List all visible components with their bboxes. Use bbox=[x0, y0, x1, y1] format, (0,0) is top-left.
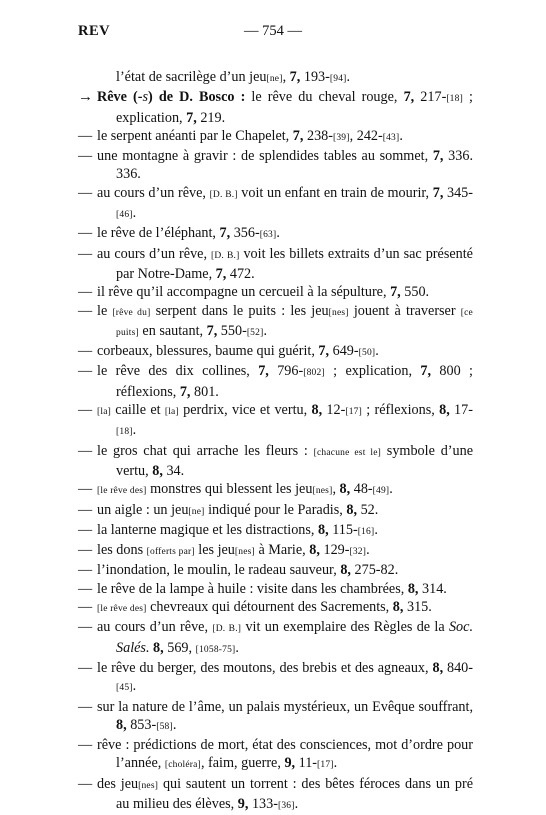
volume-ref: Rêve bbox=[97, 89, 134, 106]
dash-marker: — bbox=[78, 737, 93, 754]
entry-text: , faim, guerre, bbox=[200, 755, 285, 772]
entry-text: 133- bbox=[248, 795, 278, 812]
entry-text: le serpent anéanti par le Chapelet, bbox=[97, 127, 293, 144]
entry-text: . bbox=[346, 69, 351, 85]
volume-ref: 7, bbox=[390, 284, 401, 301]
entry-text: 129- bbox=[319, 542, 350, 559]
entry-text: 275-82. bbox=[350, 562, 399, 579]
index-entry bbox=[78, 736, 473, 775]
running-head-left: REV bbox=[78, 23, 111, 39]
entry-text: 336. 336. bbox=[116, 148, 473, 183]
index-entry bbox=[78, 618, 473, 659]
entry-text: le bbox=[97, 302, 113, 319]
entry-text: des jeu bbox=[97, 775, 139, 792]
bracket-note: [43] bbox=[382, 132, 400, 143]
bracket-note: [58] bbox=[156, 721, 173, 732]
entry-text: le gros chat qui arrache les fleurs : bbox=[97, 442, 314, 459]
bracket-note: [36] bbox=[277, 800, 295, 811]
volume-ref: 8, bbox=[116, 716, 127, 733]
bracket-note: [rêve du] bbox=[112, 307, 151, 318]
entry-text: serpent dans le puits : les jeu bbox=[150, 302, 329, 319]
entry-text: 472. bbox=[226, 265, 255, 282]
index-entry bbox=[78, 283, 473, 301]
dash-marker: — bbox=[78, 343, 93, 360]
dash-marker: — bbox=[78, 580, 93, 597]
volume-ref: 8, bbox=[152, 462, 163, 479]
entry-text: 217- bbox=[414, 89, 447, 106]
entry-text: 315. bbox=[403, 599, 432, 616]
index-entry bbox=[78, 224, 473, 244]
index-entry bbox=[78, 88, 473, 127]
dash-marker: — bbox=[78, 698, 93, 715]
entry-text: l’inondation, le moulin, le radeau sauveur, bbox=[97, 562, 341, 579]
dash-marker: — bbox=[78, 402, 93, 419]
index-entry bbox=[78, 127, 473, 147]
entry-text: . bbox=[399, 127, 403, 144]
entry-text: ; explication, bbox=[116, 89, 473, 126]
entry-text: au cours d’un rêve, bbox=[97, 184, 210, 201]
entry-text: ; explication, bbox=[324, 363, 421, 380]
volume-ref: 8, bbox=[311, 402, 323, 419]
dash-marker: — bbox=[78, 599, 93, 616]
page-number: — 754 — bbox=[244, 23, 302, 39]
bracket-note: [le rêve des] bbox=[97, 604, 147, 615]
dash-marker: — bbox=[78, 184, 93, 201]
dash-marker: — bbox=[78, 659, 93, 676]
arrow-marker: → bbox=[78, 89, 93, 106]
entry-text: le rêve de la lampe à huile : visite dans les chambrées, bbox=[97, 580, 408, 597]
volume-ref: 8, bbox=[339, 481, 351, 498]
volume-ref: 8, bbox=[346, 501, 358, 518]
bracket-note: [ne] bbox=[188, 506, 205, 517]
entry-text: caille et bbox=[110, 402, 165, 419]
index-entry bbox=[78, 245, 473, 284]
index-entry bbox=[78, 598, 473, 618]
index-entry bbox=[78, 521, 473, 541]
entry-text: . bbox=[294, 795, 299, 812]
entry-text: . bbox=[374, 521, 378, 538]
entry-text: . bbox=[132, 678, 137, 695]
entry-text: corbeaux, blessures, baume qui guérit, bbox=[97, 343, 319, 360]
volume-ref: 7, bbox=[420, 363, 432, 380]
entry-text: monstres qui blessent les jeu bbox=[146, 481, 313, 498]
index-entry bbox=[78, 68, 473, 88]
volume-ref: de D. Bosco : bbox=[152, 89, 246, 106]
index-entry bbox=[78, 698, 473, 737]
entry-text: chevreaux qui détournent des Sacrements, bbox=[146, 599, 393, 616]
entry-text: la lanterne magique et les distractions, bbox=[97, 521, 319, 538]
dash-marker: — bbox=[78, 481, 93, 498]
bracket-note: [le rêve des] bbox=[97, 486, 147, 497]
bracket-note: [63] bbox=[259, 230, 277, 241]
bracket-note: [D. B.] bbox=[209, 189, 238, 200]
entry-text: . bbox=[366, 542, 370, 559]
entry-text: 853- bbox=[126, 716, 157, 733]
bracket-note: [17] bbox=[345, 407, 362, 418]
bracket-note: [offerts par] bbox=[146, 547, 195, 558]
volume-ref: 8, bbox=[392, 599, 404, 616]
bracket-note: [nes] bbox=[234, 547, 255, 558]
entry-text: 840- bbox=[443, 659, 474, 676]
dash-marker: — bbox=[78, 562, 93, 579]
bracket-note: [18] bbox=[116, 427, 133, 438]
bracket-note: [D. B.] bbox=[211, 250, 240, 261]
entry-text: 115- bbox=[328, 521, 358, 538]
entry-text: Soc. Salés. bbox=[116, 619, 473, 656]
bracket-note: [ce puits] bbox=[116, 307, 473, 338]
entry-text: 649- bbox=[329, 343, 359, 360]
entry-text: . bbox=[235, 639, 239, 656]
volume-ref: 7, bbox=[289, 69, 301, 85]
index-entry bbox=[78, 541, 473, 561]
entry-text: 800 ; réflexions, bbox=[116, 363, 473, 400]
entry-text: . bbox=[172, 716, 177, 733]
index-entry bbox=[78, 147, 473, 184]
entry-text: , 242- bbox=[349, 127, 383, 144]
entry-text: , bbox=[282, 69, 290, 85]
volume-ref: ) bbox=[148, 89, 153, 106]
dash-marker: — bbox=[78, 775, 93, 792]
dash-marker: — bbox=[78, 542, 93, 559]
entry-text: jouent à traverser bbox=[348, 302, 461, 319]
bracket-note: [la] bbox=[97, 407, 111, 418]
entry-text: voit les billets extraits d’un sac présenté par Notre-Dame, bbox=[116, 245, 473, 282]
bracket-note: [1058-75] bbox=[195, 644, 236, 655]
entry-text: symbole d’une vertu, bbox=[116, 442, 473, 479]
index-entry bbox=[78, 342, 473, 362]
volume-ref: 7, bbox=[292, 127, 304, 144]
volume-ref: 7, bbox=[179, 383, 191, 400]
entry-text: sur la nature de l’âme, un palais mystérieux, un Evêque souffrant, bbox=[97, 698, 473, 715]
bracket-note: [la] bbox=[164, 407, 179, 418]
volume-ref: (- bbox=[133, 89, 143, 106]
entry-text: un aigle : un jeu bbox=[97, 501, 189, 518]
entry-text: 12- bbox=[322, 402, 346, 419]
entry-text: . bbox=[132, 205, 137, 222]
volume-ref: 9, bbox=[237, 795, 249, 812]
entry-text: le rêve du berger, des moutons, des brebis et des agneaux, bbox=[97, 659, 433, 676]
volume-ref: 8, bbox=[153, 639, 164, 656]
index-entry bbox=[78, 362, 473, 401]
bracket-note: [D. B.] bbox=[212, 624, 242, 635]
bracket-note: [46] bbox=[116, 210, 133, 221]
bracket-note: [nes] bbox=[328, 307, 349, 318]
dash-marker: — bbox=[78, 619, 93, 636]
volume-ref: 8, bbox=[340, 562, 351, 579]
entry-text: une montagne à gravir : de splendides tables au sommet, bbox=[97, 148, 433, 165]
entry-text: 52. bbox=[357, 501, 379, 518]
entry-text: . bbox=[389, 481, 393, 498]
volume-ref: 8, bbox=[432, 659, 444, 676]
entry-text: 796- bbox=[268, 363, 304, 380]
dash-marker: — bbox=[78, 148, 93, 165]
bracket-note: [52] bbox=[246, 327, 264, 338]
dash-marker: — bbox=[78, 501, 93, 518]
volume-ref: 7, bbox=[432, 184, 444, 201]
bracket-note: [18] bbox=[446, 94, 463, 105]
volume-ref: 7, bbox=[432, 148, 444, 165]
entry-text: le rêve des dix collines, bbox=[97, 363, 259, 380]
entry-text: vit un exemplaire des Règles de la bbox=[241, 619, 449, 636]
entry-text: le rêve du cheval rouge, bbox=[245, 89, 404, 106]
bracket-note: [45] bbox=[116, 683, 133, 694]
entry-text: les dons bbox=[97, 542, 147, 559]
index-entry bbox=[78, 580, 473, 598]
bracket-note: [50] bbox=[358, 348, 376, 359]
entry-text: 48- bbox=[350, 481, 373, 498]
dash-marker: — bbox=[78, 302, 93, 319]
entry-text: indiqué pour le Paradis, bbox=[204, 501, 347, 518]
dash-marker: — bbox=[78, 225, 93, 242]
index-entry bbox=[78, 401, 473, 442]
dash-marker: — bbox=[78, 521, 93, 538]
volume-ref: 8, bbox=[407, 580, 419, 597]
entry-text: le rêve de l’éléphant, bbox=[97, 225, 220, 242]
index-entry bbox=[78, 659, 473, 698]
bracket-note: [32] bbox=[349, 547, 367, 558]
bracket-note: [ne] bbox=[266, 74, 283, 84]
index-entries bbox=[78, 68, 473, 815]
entry-text: au cours d’un rêve, bbox=[97, 245, 211, 262]
dash-marker: — bbox=[78, 245, 93, 262]
index-entry bbox=[78, 775, 473, 815]
bracket-note: [chacune est le] bbox=[313, 447, 381, 458]
entry-text: 219. bbox=[196, 109, 226, 126]
entry-text: qui sautent un torrent : des bêtes féroces dans un pré au milieu des élèves, bbox=[116, 775, 473, 812]
volume-ref: 8, bbox=[439, 402, 450, 419]
entry-text: , bbox=[332, 481, 340, 498]
bracket-note: [17] bbox=[317, 760, 334, 771]
volume-ref: 7, bbox=[206, 322, 218, 339]
entry-text: . bbox=[375, 343, 379, 360]
entry-text: 550. bbox=[400, 284, 430, 301]
entry-text: 356- bbox=[230, 225, 260, 242]
index-entry bbox=[78, 302, 473, 343]
bracket-note: [16] bbox=[357, 526, 375, 537]
volume-ref: 7, bbox=[215, 265, 227, 282]
bracket-note: [choléra] bbox=[164, 760, 201, 771]
entry-text: en sautant, bbox=[138, 322, 207, 339]
bracket-note: [94] bbox=[329, 74, 347, 84]
entry-text: . bbox=[263, 322, 267, 339]
entry-text: 314. bbox=[418, 580, 447, 597]
entry-text: 11- bbox=[295, 755, 318, 772]
index-entry bbox=[78, 501, 473, 521]
entry-text: il rêve qu’il accompagne un cercueil à la sépulture, bbox=[97, 284, 391, 301]
entry-text: les jeu bbox=[194, 542, 235, 559]
dash-marker: — bbox=[78, 442, 93, 459]
entry-text: 550- bbox=[217, 322, 247, 339]
entry-text: perdrix, vice et vertu, bbox=[178, 402, 312, 419]
volume-ref: 7, bbox=[403, 89, 415, 106]
volume-ref: 8, bbox=[318, 521, 329, 538]
entry-text: au cours d’un rêve, bbox=[97, 619, 213, 636]
volume-ref: 7, bbox=[186, 109, 197, 126]
entry-text: s bbox=[142, 89, 149, 106]
entry-text: rêve : prédictions de mort, état des consciences, mot d’ordre pour l’année, bbox=[97, 737, 473, 772]
entry-text: . bbox=[276, 225, 280, 242]
entry-text: 345- bbox=[443, 184, 473, 201]
entry-text: 801. bbox=[190, 383, 219, 400]
bracket-note: [nes] bbox=[312, 486, 333, 497]
entry-text: . bbox=[333, 755, 338, 772]
index-entry bbox=[78, 184, 473, 225]
entry-text: . bbox=[132, 422, 137, 439]
bracket-note: [802] bbox=[303, 368, 325, 379]
index-entry bbox=[78, 442, 473, 481]
dash-marker: — bbox=[78, 127, 93, 144]
entry-text: voit un enfant en train de mourir, bbox=[237, 184, 433, 201]
index-entry bbox=[78, 480, 473, 500]
volume-ref: 7, bbox=[318, 343, 330, 360]
dash-marker: — bbox=[78, 284, 93, 301]
volume-ref: 7, bbox=[258, 363, 269, 380]
entry-text: l’état de sacrilège d’un jeu bbox=[116, 69, 267, 85]
volume-ref: 8, bbox=[309, 542, 320, 559]
entry-text: 34. bbox=[162, 462, 185, 479]
volume-ref: 7, bbox=[219, 225, 231, 242]
entry-text: ; réflexions, bbox=[361, 402, 440, 419]
entry-text: 569, bbox=[163, 639, 196, 656]
bracket-note: [nes] bbox=[138, 780, 159, 791]
entry-text: 17- bbox=[449, 402, 473, 419]
index-entry bbox=[78, 561, 473, 579]
volume-ref: 9, bbox=[284, 755, 296, 772]
entry-text: 238- bbox=[303, 127, 333, 144]
entry-text: à Marie, bbox=[254, 542, 310, 559]
entry-text: 193- bbox=[300, 69, 330, 85]
bracket-note: [49] bbox=[372, 486, 390, 497]
bracket-note: [39] bbox=[332, 132, 350, 143]
dash-marker: — bbox=[78, 363, 93, 380]
